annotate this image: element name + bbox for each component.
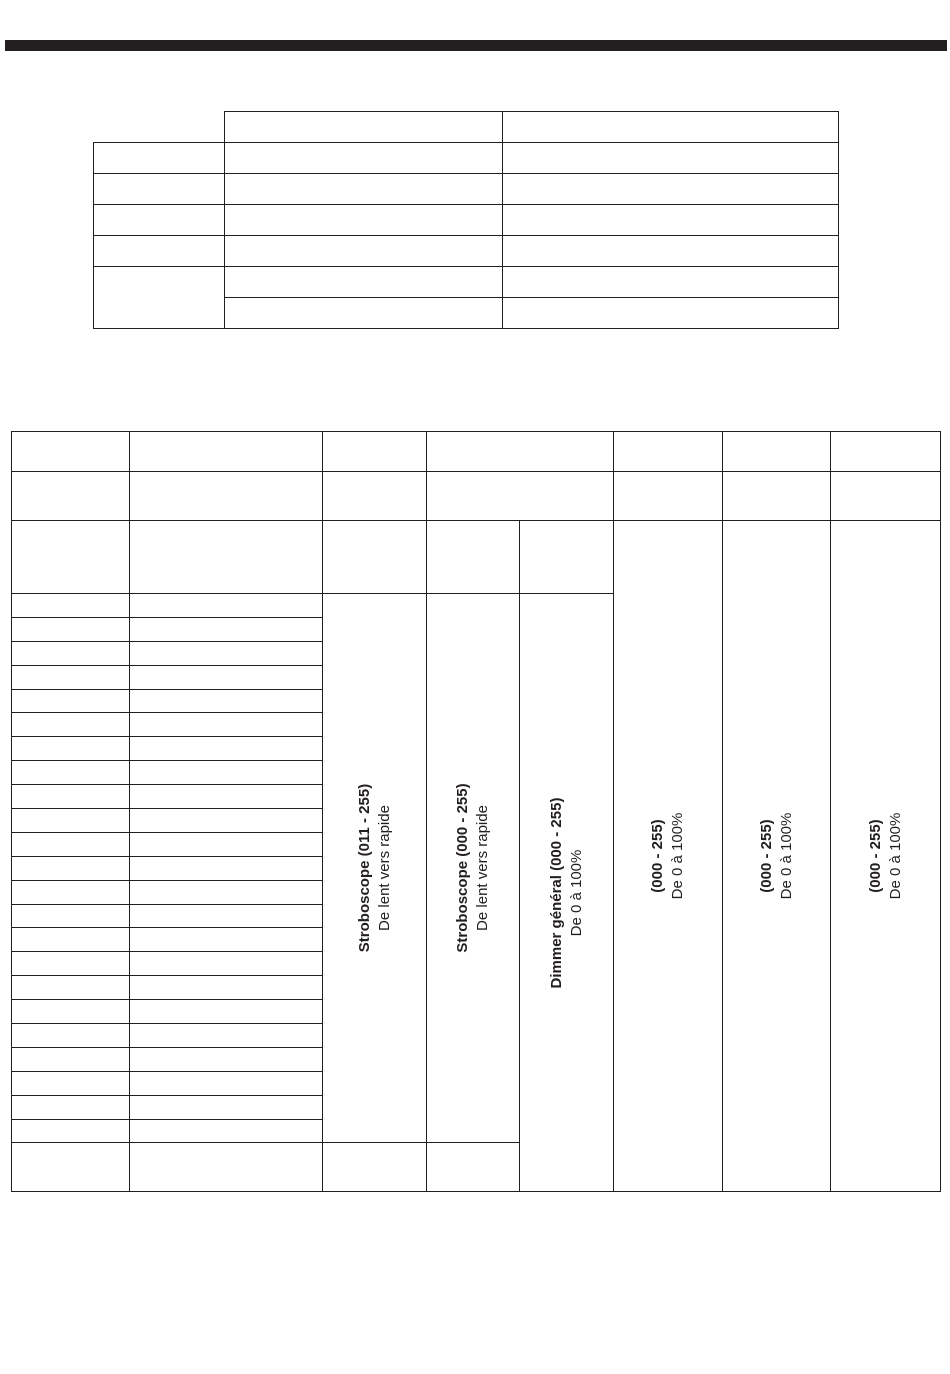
table-row	[12, 472, 941, 521]
stroboscope-1-desc: De lent vers rapide	[375, 805, 393, 932]
dimmer-title: Dimmer général (000 - 255)	[547, 797, 565, 989]
table-1	[93, 111, 839, 329]
channel-a-cell	[614, 521, 723, 1192]
channel-b-title: (000 - 255)	[757, 819, 775, 893]
table-row	[94, 236, 839, 267]
channel-a-title: (000 - 255)	[649, 819, 666, 893]
channel-c-cell	[831, 521, 941, 1192]
channel-b-cell	[723, 521, 831, 1192]
table-row	[12, 432, 941, 472]
dimmer-desc: De 0 à 100%	[567, 849, 585, 937]
channel-a-desc: De 0 à 100%	[669, 812, 686, 900]
channel-c-title: (000 - 255)	[866, 819, 884, 893]
stroboscope-2-desc: De lent vers rapide	[474, 805, 491, 932]
stroboscope-2-cell	[427, 594, 520, 1143]
table-row	[94, 143, 839, 174]
dimmer-cell	[520, 594, 614, 1192]
table-2	[11, 431, 941, 1192]
stroboscope-1-title: Stroboscope (011 - 255)	[355, 784, 373, 953]
stroboscope-2-title: Stroboscope (000 - 255)	[454, 783, 471, 953]
channel-b-desc: De 0 à 100%	[777, 812, 795, 900]
table-row	[94, 174, 839, 205]
table-row	[94, 112, 839, 143]
table-row	[94, 205, 839, 236]
table-row	[94, 267, 839, 298]
channel-c-desc: De 0 à 100%	[886, 812, 904, 900]
top-rule	[5, 40, 947, 51]
table-row	[12, 521, 941, 594]
stroboscope-1-cell	[323, 594, 427, 1143]
